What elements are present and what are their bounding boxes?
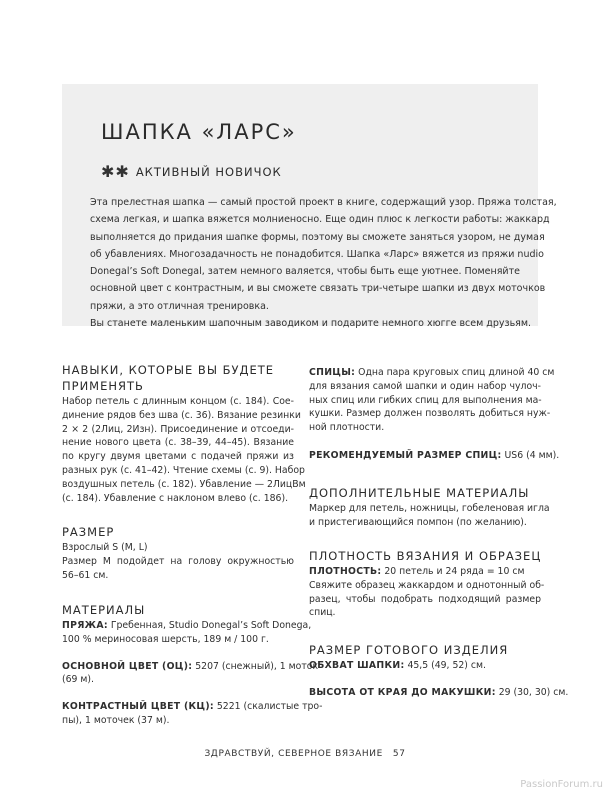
- skills-line: Набор петель с длинным концом (с. 184). Сое-: [62, 396, 294, 407]
- gauge-line: [309, 565, 541, 579]
- snowflake-icon: ✱: [115, 162, 129, 181]
- height-label: ВЫСОТА ОТ КРАЯ ДО МАКУШКИ:: [309, 686, 496, 698]
- contrast-color-line: пы), 1 моточек (37 м).: [62, 714, 170, 726]
- gauge-section: [309, 549, 545, 620]
- needles-label: СПИЦЫ:: [309, 367, 356, 378]
- gauge-line: разец, чтобы подобрать подходящий размер: [309, 593, 541, 605]
- size-heading: РАЗМЕР: [62, 525, 115, 539]
- needles-line: для вязания самой шапки и один набор чулоч-: [309, 380, 541, 392]
- skills-line: воздушных петель (с. 182). Убавление — 2ЛицВм: [62, 478, 306, 490]
- recommended-needles-value: US6 (4 мм).: [501, 449, 560, 461]
- skills-section: [62, 363, 306, 505]
- extra-materials-line: и пристегивающийся помпон (по желанию).: [309, 516, 527, 528]
- needles-line: ной плотности.: [309, 422, 385, 434]
- size-section: [62, 525, 294, 582]
- needles-line: ных спиц или гибких спиц для выполнения ма-: [309, 394, 542, 406]
- running-title: ЗДРАВСТВУЙ, СЕВЕРНОЕ ВЯЗАНИЕ: [204, 749, 383, 759]
- needles-text: Одна пара круговых спиц длиной 40 см: [355, 367, 555, 378]
- height-line: [309, 686, 569, 700]
- needles-line: кушки. Размер должен позволять добиться нуж-: [309, 408, 551, 420]
- intro-paragraph: [90, 194, 557, 332]
- contrast-color-text: 5221 (скалистые тро-: [213, 701, 323, 713]
- gauge-line: спиц.: [309, 607, 336, 619]
- contrast-color-label: КОНТРАСТНЫЙ ЦВЕТ (КЦ):: [62, 701, 214, 713]
- intro-line: об убавлениях. Многозадачность не понадобится. Шапка «Ларс» вяжется из пряжи nudio: [90, 248, 544, 260]
- needles-line: [309, 366, 555, 380]
- skills-line: по кругу двумя цветами с подачей пряжи из: [62, 451, 294, 463]
- yarn-line: 100 % мериносовая шерсть, 189 м / 100 г.: [62, 633, 269, 645]
- needles-section: [309, 366, 560, 463]
- contrast-color-line: [62, 700, 323, 714]
- recommended-needles-line: [309, 449, 560, 463]
- intro-line: основной цвет с контрастным, и вы сможете связать три-четыре шапки из двух моточков: [90, 283, 546, 295]
- yarn-line: [62, 619, 312, 633]
- main-color-line: [62, 660, 319, 674]
- finished-size-heading: РАЗМЕР ГОТОВОГО ИЗДЕЛИЯ: [309, 643, 509, 657]
- circumference-line: [309, 659, 541, 673]
- size-line: Размер М подойдет на голову окружностью: [62, 555, 294, 567]
- gauge-value: 20 петель и 24 ряда = 10 см: [381, 566, 525, 577]
- materials-heading: МАТЕРИАЛЫ: [62, 603, 146, 617]
- circumference-value: 45,5 (49, 52) см.: [404, 660, 486, 671]
- extra-materials-section: [309, 486, 550, 530]
- yarn-text: Гребенная, Studio Donegal’s Soft Donega,: [107, 620, 312, 631]
- extra-materials-line: Маркер для петель, ножницы, гобеленовая игла: [309, 503, 550, 514]
- intro-line: пряжи, а это отличная тренировка.: [90, 300, 269, 312]
- gauge-label: ПЛОТНОСТЬ:: [309, 566, 382, 577]
- page-number: 57: [392, 749, 406, 759]
- size-line: Взрослый S (M, L): [62, 542, 148, 553]
- main-color-label: ОСНОВНОЙ ЦВЕТ (ОЦ):: [62, 660, 193, 672]
- skills-heading: ПРИМЕНЯТЬ: [62, 379, 144, 393]
- intro-line: схема легкая, и шапка вяжется молниеносно. Еще один плюс к легкости работы: жаккард: [90, 214, 550, 226]
- skills-line: 2 × 2 (2Лиц, 2Изн). Присоединение и отсоеди-: [62, 423, 294, 435]
- skills-line: динение рядов без шва (с. 36). Вязание резинки: [62, 409, 301, 421]
- skills-line: нение нового цвета (с. 38–39, 44–45). Вязание: [62, 437, 294, 449]
- skills-heading: НАВЫКИ, КОТОРЫЕ ВЫ БУДЕТЕ: [62, 363, 275, 377]
- skill-level: [101, 162, 282, 182]
- intro-line: Эта прелестная шапка — самый простой проект в книге, содержащий узор. Пряжа толстая,: [90, 197, 557, 208]
- extra-materials-heading: ДОПОЛНИТЕЛЬНЫЕ МАТЕРИАЛЫ: [309, 486, 530, 500]
- snowflake-icon: ✱: [101, 162, 115, 181]
- gauge-heading: ПЛОТНОСТЬ ВЯЗАНИЯ И ОБРАЗЕЦ: [309, 549, 542, 563]
- intro-line: Вы станете маленьким шапочным заводиком и подарите немного хюгге всем друзьям.: [90, 318, 532, 330]
- main-color-line: (69 м).: [62, 674, 95, 686]
- finished-size-section: [309, 643, 569, 700]
- main-color-text: 5207 (снежный), 1 моток: [192, 660, 319, 672]
- page-footer: [0, 749, 610, 759]
- recommended-needles-label: РЕКОМЕНДУЕМЫЙ РАЗМЕР СПИЦ:: [309, 449, 502, 461]
- gauge-line: Свяжите образец жаккардом и однотонный об-: [309, 579, 545, 591]
- circumference-label: ОБХВАТ ШАПКИ:: [309, 660, 405, 671]
- intro-line: Donegal’s Soft Donegal, затем немного валяется, чтобы быть еще уютнее. Поменяйте: [90, 266, 520, 278]
- watermark: PassionForum.ru: [520, 779, 603, 790]
- skills-line: разных рук (с. 41–42). Чтение схемы (с. 9). Набор: [62, 464, 305, 476]
- intro-line: выполняется до придания шапке формы, поэтому вы сможете заняться узором, не думая: [90, 231, 545, 243]
- skill-level-label: АКТИВНЫЙ НОВИЧОК: [135, 165, 282, 179]
- skills-line: (с. 184). Убавление с наклоном влево (с. 186).: [62, 492, 289, 504]
- height-value: 29 (30, 30) см.: [495, 686, 569, 698]
- yarn-label: ПРЯЖА:: [62, 620, 108, 631]
- size-line: 56–61 см.: [62, 569, 109, 581]
- pattern-title: ШАПКА «ЛАРС»: [101, 120, 297, 144]
